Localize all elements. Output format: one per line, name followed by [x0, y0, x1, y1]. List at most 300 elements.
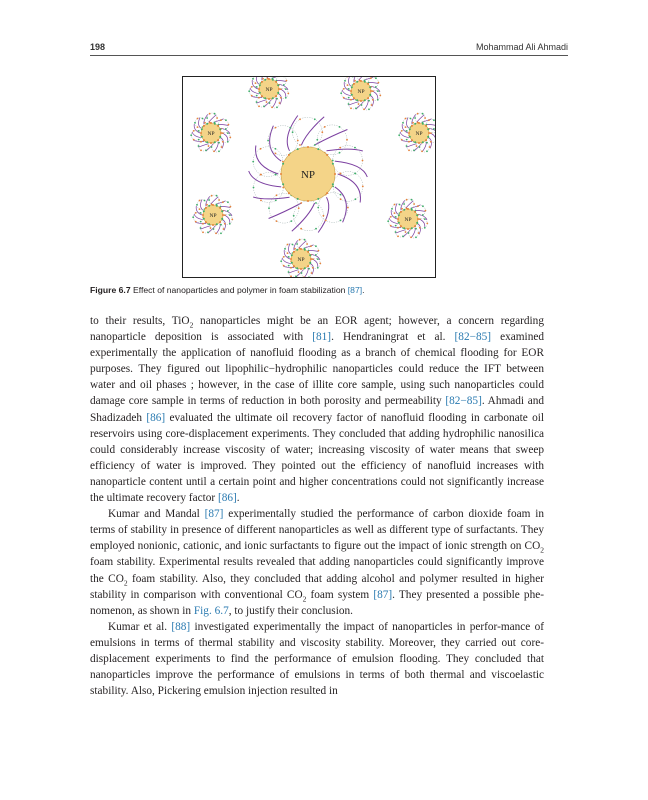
- surfactant-dot: [417, 205, 419, 207]
- adsorbed-dot: [300, 248, 302, 250]
- surfactant-dot: [295, 275, 297, 277]
- foam-bubble: [370, 90, 380, 100]
- surfactant-dot: [285, 97, 287, 99]
- surfactant-dot: [198, 145, 200, 147]
- polymer-strand: [406, 144, 416, 148]
- surfactant-dot: [227, 141, 229, 143]
- surfactant-dot: [251, 86, 253, 88]
- citation-link[interactable]: [81]: [312, 331, 332, 344]
- surfactant-dot: [267, 140, 269, 142]
- polymer-strand: [407, 118, 410, 129]
- surfactant-dot: [200, 212, 202, 214]
- surfactant-dot: [200, 221, 202, 223]
- paragraph-3: [90, 619, 544, 699]
- surfactant-dot: [419, 146, 421, 148]
- surfactant-dot: [292, 131, 294, 133]
- adsorbed-dot: [205, 207, 207, 209]
- surfactant-dot: [288, 256, 290, 258]
- adsorbed-dot: [326, 192, 328, 194]
- surfactant-dot: [395, 225, 397, 227]
- adsorbed-dot: [403, 227, 405, 229]
- surfactant-dot: [289, 127, 291, 129]
- surfactant-dot: [282, 187, 284, 189]
- adsorbed-dot: [264, 97, 266, 99]
- adsorbed-dot: [220, 132, 222, 134]
- adsorbed-dot: [310, 258, 312, 260]
- adsorbed-dot: [403, 209, 405, 211]
- surfactant-dot: [424, 227, 426, 229]
- surfactant-dot: [412, 122, 414, 124]
- adsorbed-dot: [297, 148, 299, 150]
- foam-bubble: [222, 214, 232, 224]
- citation-link[interactable]: [87]: [373, 588, 393, 601]
- surfactant-dot: [378, 82, 380, 84]
- surfactant-dot: [297, 140, 299, 142]
- polymer-strand: [256, 100, 266, 104]
- adsorbed-dot: [309, 254, 311, 256]
- adsorbed-dot: [427, 136, 429, 138]
- adsorbed-dot: [317, 198, 319, 200]
- adsorbed-dot: [367, 97, 369, 99]
- adsorbed-dot: [307, 251, 309, 253]
- surfactant-dot: [362, 160, 364, 162]
- surfactant-dot: [318, 250, 320, 252]
- surfactant-dot: [405, 231, 407, 233]
- foam-bubble: [388, 216, 398, 226]
- adsorbed-dot: [350, 90, 352, 92]
- text-run: .: [236, 492, 240, 505]
- paragraph-2: [90, 506, 544, 619]
- subscript: 2: [123, 577, 128, 587]
- surfactant-dot: [290, 275, 292, 277]
- surfactant-dot: [222, 132, 224, 134]
- polymer-strand: [301, 117, 324, 145]
- surfactant-dot: [266, 101, 268, 103]
- adsorbed-dot: [326, 154, 328, 156]
- surfactant-dot: [258, 97, 260, 99]
- surfactant-dot: [230, 206, 232, 208]
- surfactant-dot: [204, 200, 206, 202]
- surfactant-dot: [198, 130, 200, 132]
- surfactant-dot: [216, 195, 218, 197]
- surfactant-dot: [287, 244, 289, 246]
- surfactant-dot: [195, 212, 197, 214]
- adsorbed-dot: [411, 139, 413, 141]
- text-run: foam stability. Also, they concluded that adding alcohol and polymer resulted in higher stability in comparison with conventional CO: [90, 572, 544, 601]
- surfactant-dot: [252, 78, 254, 80]
- page-number: 198: [90, 42, 106, 52]
- surfactant-dot: [253, 187, 255, 189]
- surfactant-dot: [287, 252, 289, 254]
- surfactant-dot: [406, 145, 408, 147]
- surfactant-dot: [430, 132, 432, 134]
- surfactant-dot: [248, 90, 250, 92]
- surfactant-dot: [303, 276, 305, 277]
- text-run: Kumar et al.: [108, 620, 172, 633]
- citation-link[interactable]: [82−85]: [445, 395, 482, 408]
- foam-stabilization-diagram: [183, 77, 435, 277]
- surfactant-dot: [430, 141, 432, 143]
- np-label: NP: [404, 217, 412, 223]
- adsorbed-dot: [214, 123, 216, 125]
- surfactant-dot: [260, 200, 262, 202]
- text-run: experimentally studied the performance of carbon dioxide foam in terms of stability in presence of different nanoparticles as well as different type of surfactants. They employed nonionic, cationic, and ionic surfactants to figure out the impact of ionic strength on CO: [90, 508, 544, 553]
- surfactant-dot: [350, 99, 352, 101]
- surfactant-dot: [221, 146, 223, 148]
- foam-bubble: [318, 193, 348, 223]
- adsorbed-dot: [408, 132, 410, 134]
- polymer-strand: [368, 82, 379, 83]
- polymer-strand: [430, 133, 435, 142]
- header-rule: [90, 55, 568, 56]
- surfactant-dot: [211, 146, 213, 148]
- adsorbed-dot: [282, 183, 284, 185]
- foam-bubble: [357, 77, 367, 81]
- surfactant-dot: [395, 216, 397, 218]
- surfactant-dot: [197, 126, 199, 128]
- surfactant-dot: [354, 147, 356, 149]
- surfactant-dot: [231, 219, 233, 221]
- adsorbed-dot: [418, 142, 420, 144]
- surfactant-dot: [256, 86, 258, 88]
- foam-bubble: [191, 130, 201, 140]
- citation-link[interactable]: [86]: [217, 492, 237, 505]
- adsorbed-dot: [307, 200, 309, 202]
- adsorbed-dot: [291, 254, 293, 256]
- surfactant-dot: [339, 173, 341, 175]
- surfactant-dot: [401, 130, 403, 132]
- adsorbed-dot: [268, 78, 270, 80]
- adsorbed-dot: [293, 265, 295, 267]
- surfactant-dot: [312, 267, 314, 269]
- surfactant-dot: [213, 228, 215, 230]
- surfactant-dot: [211, 195, 213, 197]
- surfactant-dot: [208, 145, 210, 147]
- surfactant-dot: [209, 113, 211, 115]
- surfactant-dot: [286, 80, 288, 82]
- surfactant-dot: [433, 128, 435, 130]
- surfactant-dot: [422, 113, 424, 115]
- surfactant-dot: [288, 271, 290, 273]
- adsorbed-dot: [418, 122, 420, 124]
- surfactant-dot: [287, 93, 289, 95]
- text-run: Kumar and Mandal: [108, 508, 205, 521]
- surfactant-dot: [354, 173, 356, 175]
- text-run: foam system: [306, 588, 374, 601]
- adsorbed-dot: [280, 173, 282, 175]
- caption-period: .: [362, 285, 365, 295]
- adsorbed-dot: [259, 92, 261, 94]
- surfactant-dot: [218, 142, 220, 144]
- foam-bubble: [362, 100, 372, 110]
- adsorbed-dot: [203, 218, 205, 220]
- surfactant-dot: [406, 130, 408, 132]
- surfactant-dot: [202, 118, 204, 120]
- citation-link[interactable]: [88]: [171, 620, 191, 633]
- paragraph-1: [90, 313, 544, 506]
- polymer-strand: [220, 206, 231, 207]
- surfactant-dot: [207, 231, 209, 233]
- surfactant-dot: [348, 97, 350, 99]
- adsorbed-dot: [221, 210, 223, 212]
- surfactant-dot: [343, 97, 345, 99]
- surfactant-dot: [422, 205, 424, 207]
- surfactant-dot: [284, 248, 286, 250]
- text-run: evaluated the ultimate oil recovery factor of nanofluid flooding in carbonate oil reservoirs using core-displacement experiments. They concluded that adding hydrophilic nanosilica could considerably increase viscosity of water; increasing viscosity of water means that sweep efficiency of water is improved. They pointed out the efficiency of nanofluid increases with nanoparticle content until a certain point and higher concentrations could not significantly increase the ultimate recovery factor: [90, 411, 544, 505]
- adsorbed-dot: [428, 132, 430, 134]
- surfactant-dot: [216, 117, 218, 119]
- polymer-strand: [395, 230, 405, 234]
- surfactant-dot: [429, 146, 431, 148]
- adsorbed-dot: [272, 79, 274, 81]
- polymer-strand: [308, 250, 319, 251]
- np-label: NP: [209, 213, 217, 219]
- surfactant-dot: [401, 139, 403, 141]
- adsorbed-dot: [275, 95, 277, 97]
- surfactant-dot: [283, 256, 285, 258]
- adsorbed-dot: [398, 222, 400, 224]
- adsorbed-dot: [291, 262, 293, 264]
- adsorbed-dot: [351, 94, 353, 96]
- adsorbed-dot: [360, 80, 362, 82]
- surfactant-dot: [283, 84, 285, 86]
- surfactant-dot: [205, 149, 207, 151]
- surfactant-dot: [275, 200, 277, 202]
- adsorbed-dot: [288, 192, 290, 194]
- adsorbed-dot: [353, 83, 355, 85]
- surfactant-dot: [428, 119, 430, 121]
- polymer-strand: [348, 102, 358, 106]
- surfactant-dot: [225, 119, 227, 121]
- surfactant-dot: [199, 200, 201, 202]
- surfactant-dot: [208, 199, 210, 201]
- surfactant-dot: [290, 220, 292, 222]
- surfactant-dot: [410, 236, 412, 238]
- adsorbed-dot: [414, 123, 416, 125]
- surfactant-dot: [262, 78, 264, 80]
- adsorbed-dot: [417, 218, 419, 220]
- adsorbed-dot: [414, 211, 416, 213]
- adsorbed-dot: [332, 163, 334, 165]
- surfactant-dot: [377, 90, 379, 92]
- np-label: NP: [357, 89, 365, 95]
- adsorbed-dot: [425, 139, 427, 141]
- polymer-strand: [327, 149, 363, 151]
- surfactant-dot: [363, 108, 365, 110]
- foam-bubble: [220, 132, 230, 142]
- surfactant-dot: [206, 204, 208, 206]
- figure-link[interactable]: Fig. 6.7: [193, 604, 229, 617]
- polymer-strand: [338, 174, 361, 203]
- surfactant-dot: [377, 99, 379, 101]
- surfactant-dot: [372, 90, 374, 92]
- surfactant-dot: [227, 210, 229, 212]
- surfactant-dot: [346, 139, 348, 141]
- surfactant-dot: [258, 105, 260, 107]
- adsorbed-dot: [422, 141, 424, 143]
- adsorbed-dot: [300, 268, 302, 270]
- adsorbed-dot: [334, 173, 336, 175]
- adsorbed-dot: [212, 204, 214, 206]
- surfactant-dot: [214, 113, 216, 115]
- adsorbed-dot: [205, 221, 207, 223]
- polymer-strand: [288, 270, 298, 274]
- polymer-strand: [406, 201, 414, 209]
- surfactant-dot: [298, 207, 300, 209]
- citation-link[interactable]: [87]: [204, 508, 224, 521]
- surfactant-dot: [406, 139, 408, 141]
- adsorbed-dot: [210, 122, 212, 124]
- surfactant-dot: [312, 258, 314, 260]
- foam-bubble: [249, 86, 259, 96]
- adsorbed-dot: [258, 88, 260, 90]
- surfactant-dot: [200, 141, 202, 143]
- adsorbed-dot: [261, 95, 263, 97]
- citation-link[interactable]: [86]: [146, 411, 166, 424]
- surfactant-dot: [343, 88, 345, 90]
- surfactant-dot: [299, 144, 301, 146]
- surfactant-dot: [193, 130, 195, 132]
- surfactant-dot: [362, 186, 364, 188]
- surfactant-dot: [403, 203, 405, 205]
- surfactant-dot: [204, 122, 206, 124]
- adsorbed-dot: [307, 146, 309, 148]
- polymer-strand: [209, 115, 217, 123]
- polymer-strand: [198, 144, 208, 148]
- surfactant-dot: [229, 223, 231, 225]
- surfactant-dot: [228, 124, 230, 126]
- adsorbed-dot: [201, 128, 203, 130]
- foam-bubble: [333, 172, 363, 202]
- caption-text: Effect of nanoparticles and polymer in foam stabilization: [132, 285, 346, 295]
- surfactant-dot: [223, 228, 225, 230]
- surfactant-dot: [200, 227, 202, 229]
- surfactant-dot: [347, 207, 349, 209]
- adsorbed-dot: [282, 163, 284, 165]
- surfactant-dot: [419, 218, 421, 220]
- surfactant-dot: [419, 227, 421, 229]
- polymer-strand: [257, 77, 260, 84]
- surfactant-dot: [424, 218, 426, 220]
- foam-bubble: [253, 147, 283, 177]
- surfactant-dot: [269, 102, 271, 104]
- surfactant-dot: [294, 248, 296, 250]
- adsorbed-dot: [409, 136, 411, 138]
- surfactant-dot: [422, 214, 424, 216]
- surfactant-dot: [401, 208, 403, 210]
- adsorbed-dot: [411, 227, 413, 229]
- surfactant-dot: [317, 207, 319, 209]
- surfactant-dot: [229, 214, 231, 216]
- citation-link[interactable]: [82−85]: [454, 331, 492, 344]
- foam-bubble: [417, 218, 427, 228]
- surfactant-dot: [288, 265, 290, 267]
- polymer-strand: [415, 210, 426, 211]
- surfactant-dot: [411, 199, 413, 201]
- np-label: NP: [415, 131, 423, 137]
- surfactant-dot: [192, 216, 194, 218]
- text-run: to their results, TiO: [90, 315, 190, 327]
- surfactant-dot: [224, 214, 226, 216]
- adsorbed-dot: [219, 207, 221, 209]
- surfactant-dot: [276, 194, 278, 196]
- foam-bubble: [270, 98, 280, 108]
- foam-bubble: [310, 258, 320, 268]
- adsorbed-dot: [219, 128, 221, 130]
- adsorbed-dot: [277, 92, 279, 94]
- foam-bubble: [302, 268, 312, 277]
- adsorbed-dot: [356, 81, 358, 83]
- surfactant-dot: [296, 243, 298, 245]
- surfactant-dot: [275, 174, 277, 176]
- surfactant-dot: [194, 122, 196, 124]
- surfactant-dot: [402, 235, 404, 237]
- adsorbed-dot: [261, 81, 263, 83]
- surfactant-dot: [220, 232, 222, 234]
- foam-bubble: [294, 201, 324, 231]
- surfactant-dot: [199, 208, 201, 210]
- surfactant-dot: [417, 113, 419, 115]
- caption-citation[interactable]: [87]: [347, 285, 363, 295]
- surfactant-dot: [340, 198, 342, 200]
- adsorbed-dot: [425, 125, 427, 127]
- surfactant-dot: [347, 84, 349, 86]
- surfactant-dot: [370, 77, 372, 79]
- surfactant-dot: [222, 201, 224, 203]
- surfactant-dot: [306, 243, 308, 245]
- polymer-strand: [287, 116, 298, 151]
- surfactant-dot: [413, 149, 415, 151]
- surfactant-dot: [319, 263, 321, 265]
- adsorbed-dot: [202, 214, 204, 216]
- adsorbed-dot: [259, 84, 261, 86]
- adsorbed-dot: [356, 99, 358, 101]
- surfactant-dot: [193, 139, 195, 141]
- surfactant-dot: [340, 194, 342, 196]
- polymer-strand: [276, 80, 287, 81]
- surfactant-dot: [355, 198, 357, 200]
- surfactant-dot: [280, 97, 282, 99]
- adsorbed-dot: [217, 139, 219, 141]
- adsorbed-dot: [210, 142, 212, 144]
- adsorbed-dot: [414, 225, 416, 227]
- text-run: . Ahmadi and Shadizadeh: [90, 395, 545, 424]
- surfactant-dot: [390, 225, 392, 227]
- surfactant-dot: [332, 160, 334, 162]
- polymer-strand: [396, 204, 399, 215]
- surfactant-dot: [387, 220, 389, 222]
- surfactant-dot: [280, 260, 282, 262]
- running-header: [90, 40, 568, 56]
- adsorbed-dot: [360, 100, 362, 102]
- adsorbed-dot: [296, 267, 298, 269]
- surfactant-dot: [339, 152, 341, 154]
- surfactant-dot: [196, 204, 198, 206]
- surfactant-dot: [202, 223, 204, 225]
- adsorbed-dot: [414, 141, 416, 143]
- surfactant-dot: [397, 235, 399, 237]
- polymer-strand: [315, 130, 348, 146]
- polymer-strand: [289, 244, 292, 255]
- adsorbed-dot: [353, 97, 355, 99]
- adsorbed-dot: [307, 265, 309, 267]
- adsorbed-dot: [203, 139, 205, 141]
- surfactant-dot: [426, 142, 428, 144]
- body-text: [90, 313, 544, 699]
- np-label: NP: [265, 87, 273, 93]
- adsorbed-dot: [264, 79, 266, 81]
- surfactant-dot: [372, 99, 374, 101]
